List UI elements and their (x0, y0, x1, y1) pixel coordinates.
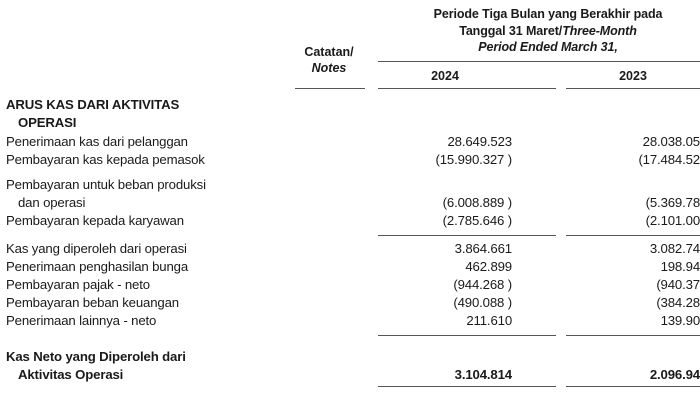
period-header-rule (378, 61, 700, 62)
notes-column-header (293, 44, 365, 76)
total-top-rule-2024 (378, 335, 556, 336)
section-title-row-2 (0, 114, 700, 132)
row-value-2024: (490.088 ) (453, 295, 512, 310)
row-value-2023: 198.94 (660, 259, 700, 274)
table-row (0, 194, 700, 212)
subtotal-rule-2023 (566, 235, 700, 236)
period-header-line1: Periode Tiga Bulan yang Berakhir pada (433, 7, 663, 21)
table-row (0, 212, 700, 230)
row-value-2024: 28.649.523 (447, 134, 512, 149)
period-header-line2 (378, 23, 700, 40)
row-value-2023: (2.101.00 (645, 213, 700, 228)
total-bottom-rule-2023 (566, 386, 700, 387)
row-value-2024: 3.864.661 (454, 241, 512, 256)
period-header (378, 6, 700, 56)
table-row (0, 176, 700, 194)
table-row (0, 258, 700, 276)
row-value-2023: (17.484.52 (638, 152, 700, 167)
year-2024-header-rule (378, 88, 556, 89)
total-value-2024: 3.104.814 (454, 367, 512, 382)
section-title-row (0, 96, 700, 114)
total-bottom-rule-2024 (378, 386, 556, 387)
total-row-2 (0, 366, 700, 384)
row-value-2024: 211.610 (466, 313, 512, 328)
subtotal-rule-2024 (378, 235, 556, 236)
total-label-line1: Kas Neto yang Diperoleh dari (6, 349, 186, 364)
row-value-2023: (940.37 (656, 277, 700, 292)
total-top-rule-2023 (566, 335, 700, 336)
year-2024-header: 2024 (431, 69, 459, 83)
row-label: Pembayaran pajak - neto (6, 277, 150, 292)
notes-column-rule (295, 88, 365, 89)
row-value-2023: 3.082.74 (649, 241, 700, 256)
row-value-2024: (6.008.889 ) (442, 195, 512, 210)
table-row (0, 276, 700, 294)
row-value-2023: 28.038.05 (642, 134, 700, 149)
row-label: Pembayaran beban keuangan (6, 295, 179, 310)
row-label: Kas yang diperoleh dari operasi (6, 241, 187, 256)
table-row (0, 151, 700, 169)
row-label: Pembayaran untuk beban produksi (6, 177, 206, 192)
table-row (0, 312, 700, 330)
row-label: Penerimaan penghasilan bunga (6, 259, 189, 274)
total-row (0, 348, 700, 366)
row-value-2024: 462.899 (465, 259, 512, 274)
row-value-2024: (2.785.646 ) (442, 213, 512, 228)
total-label-line2: Aktivitas Operasi (18, 367, 124, 382)
notes-column-header-en: Notes (311, 61, 347, 75)
row-label: Pembayaran kepada karyawan (6, 213, 184, 228)
period-header-line2-id: Tanggal 31 Maret/ (459, 23, 563, 38)
section-title-line2: OPERASI (18, 115, 77, 130)
row-value-2023: 139.90 (660, 313, 700, 328)
row-value-2023: (384.28 (656, 295, 700, 310)
row-label: Penerimaan lainnya - neto (6, 313, 157, 328)
section-title-line1: ARUS KAS DARI AKTIVITAS (6, 97, 180, 112)
total-value-2023: 2.096.94 (649, 367, 700, 382)
notes-column-header-id: Catatan/ (304, 45, 354, 59)
table-row (0, 240, 700, 258)
row-value-2024: (944.268 ) (453, 277, 512, 292)
row-label: dan operasi (18, 195, 86, 210)
year-2023-header-rule (566, 88, 700, 89)
year-2023-header: 2023 (619, 69, 647, 83)
row-label: Penerimaan kas dari pelanggan (6, 134, 188, 149)
row-value-2023: (5.369.78 (645, 195, 700, 210)
row-value-2024: (15.990.327 ) (435, 152, 512, 167)
period-header-line2-en: Three-Month (562, 23, 637, 38)
period-header-line3-en: Period Ended March 31, (478, 40, 618, 54)
table-row (0, 294, 700, 312)
row-label: Pembayaran kas kepada pemasok (6, 152, 205, 167)
table-row (0, 133, 700, 151)
